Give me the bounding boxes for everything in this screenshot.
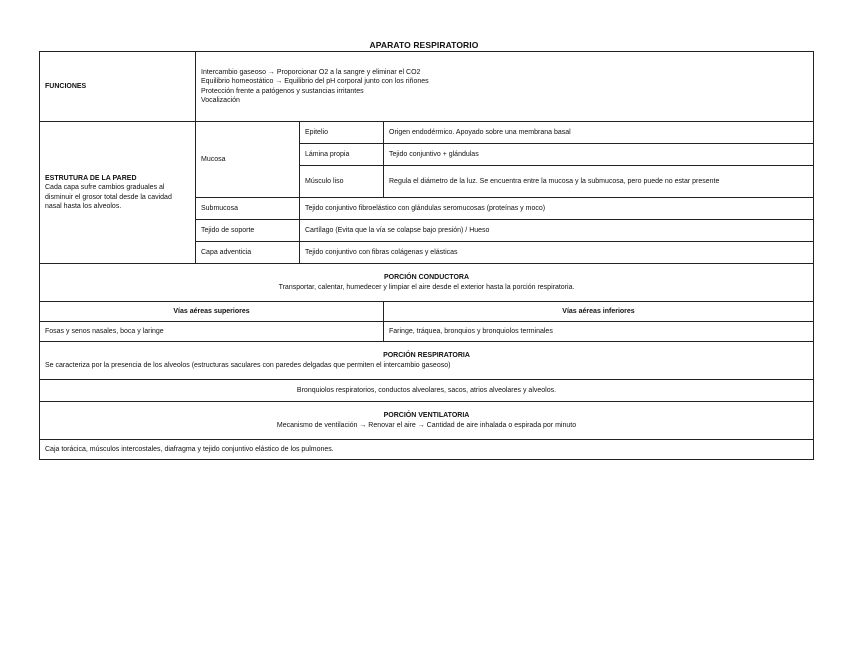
- layer-desc: Origen endodérmico. Apoyado sobre una membrana basal: [384, 122, 814, 144]
- layer-desc: Tejido conjuntivo con fibras colágenas y elásticas: [300, 242, 814, 264]
- document-title: APARATO RESPIRATORIO: [369, 40, 479, 50]
- vias-header-row: [40, 302, 814, 322]
- ventilatoria-title: PORCIÓN VENTILATORIA: [383, 412, 470, 420]
- layer-name: Capa adventicia: [196, 242, 300, 264]
- ventilatoria-subtitle: Mecanismo de ventilación → Renovar el aire → Cantidad de aire inhalada o espirada por minuto: [276, 421, 577, 429]
- funciones-label: FUNCIONES: [40, 52, 196, 122]
- pared-row: [40, 122, 814, 144]
- vias-inferiores-header: Vías aéreas inferiores: [384, 302, 814, 322]
- layer-name: Tejido de soporte: [196, 220, 300, 242]
- ventilatoria-header: [40, 402, 814, 440]
- mucosa-label: Mucosa: [196, 122, 300, 198]
- layer-desc: Tejido conjuntivo + glándulas: [384, 144, 814, 166]
- respiratoria-header-row: [40, 342, 814, 380]
- pared-label: ESTRUTURA DE LA PARED: [45, 174, 137, 182]
- layer-name: Submucosa: [196, 198, 300, 220]
- respiratory-table: [39, 51, 814, 460]
- ventilatoria-header-row: [40, 402, 814, 440]
- funcion-line: Intercambio gaseoso → Proporcionar O2 a la sangre y eliminar el CO2: [201, 68, 421, 76]
- conductora-header-row: [40, 264, 814, 302]
- respiratoria-header: [40, 342, 814, 380]
- funcion-line: Protección frente a patógenos y sustancias irritantes: [201, 87, 364, 95]
- funcion-line: Vocalización: [201, 96, 240, 104]
- funcion-line: Equilibrio homeostático → Equilibrio del pH corporal junto con los riñones: [201, 78, 429, 86]
- vias-content-row: [40, 322, 814, 342]
- conductora-header: [40, 264, 814, 302]
- layer-name: Lámina propia: [300, 144, 384, 166]
- vias-superiores-content: Fosas y senos nasales, boca y laringe: [40, 322, 384, 342]
- funciones-content: [196, 52, 814, 122]
- pared-description: Cada capa sufre cambios graduales al disminuir el grosor total desde la cavidad nasal hasta los alveolos.: [45, 184, 172, 210]
- vias-superiores-header: Vías aéreas superiores: [40, 302, 384, 322]
- layer-name: Músculo liso: [300, 166, 384, 198]
- layer-desc: Regula el diámetro de la luz. Se encuentra entre la mucosa y la submucosa, pero puede no estar presente: [384, 166, 814, 198]
- pared-label-cell: [40, 122, 196, 264]
- conductora-title: PORCIÓN CONDUCTORA: [383, 274, 470, 282]
- layer-desc: Cartílago (Evita que la vía se colapse bajo presión) / Hueso: [300, 220, 814, 242]
- ventilatoria-content: Caja torácica, músculos intercostales, diafragma y tejido conjuntivo elástico de los pulmones.: [40, 440, 814, 460]
- funciones-row: [40, 52, 814, 122]
- vias-inferiores-content: Faringe, tráquea, bronquios y bronquiolos terminales: [384, 322, 814, 342]
- respiratoria-content-row: [40, 380, 814, 402]
- ventilatoria-content-row: [40, 440, 814, 460]
- respiratoria-title: PORCIÓN RESPIRATORIA: [383, 352, 470, 360]
- layer-name: Epitelio: [300, 122, 384, 144]
- respiratoria-subtitle: Se caracteriza por la presencia de los alveolos (estructuras saculares con paredes delgadas que permiten el intercambio gaseoso): [45, 361, 451, 369]
- layer-desc: Tejido conjuntivo fibroelástico con glándulas seromucosas (proteínas y moco): [300, 198, 814, 220]
- respiratoria-content: Bronquiolos respiratorios, conductos alveolares, sacos, atrios alveolares y alveolos.: [40, 380, 814, 402]
- conductora-subtitle: Transportar, calentar, humedecer y limpiar el aire desde el exterior hasta la porción respiratoria.: [278, 283, 575, 291]
